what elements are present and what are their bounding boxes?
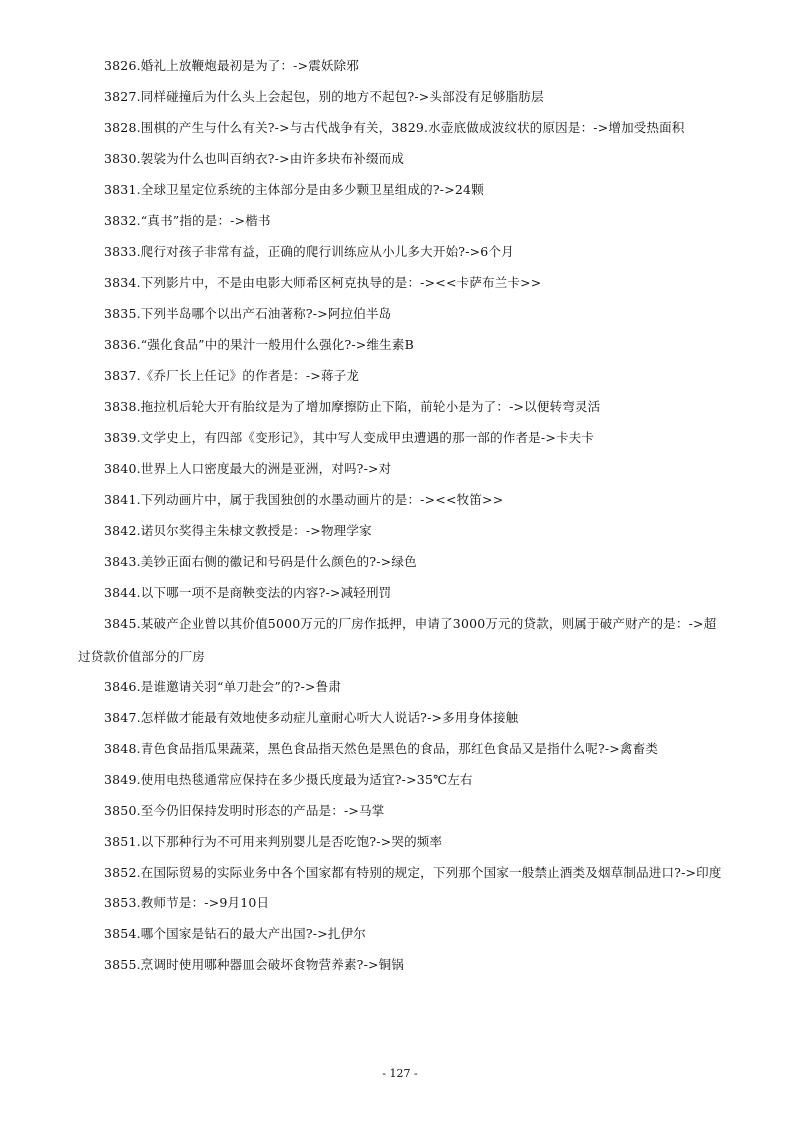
- qa-entry-3836: 3836.“强化食品”中的果汁一般用什么强化?->维生素B: [104, 337, 414, 352]
- qa-entry-3855: 3855.烹调时使用哪种器皿会破坏食物营养素?->铜锅: [104, 957, 405, 972]
- qa-entry-3848: 3848.青色食品指瓜果蔬菜，黑色食品指天然色是黑色的食品，那红色食品又是指什么呢?->禽畜类: [104, 741, 659, 756]
- qa-entry-3838: 3838.拖拉机后轮大开有胎纹是为了增加摩擦防止下陷，前轮小是为了：->以便转弯灵活: [104, 399, 601, 414]
- qa-entry-3833: 3833.爬行对孩子非常有益，正确的爬行训练应从小儿多大开始?->6个月: [104, 244, 514, 259]
- qa-entry-3851: 3851.以下那种行为不可用来判别婴儿是否吃饱?->哭的频率: [104, 834, 443, 849]
- qa-entry-3837: 3837.《乔厂长上任记》的作者是：->蒋子龙: [104, 368, 360, 383]
- qa-entry-3834: 3834.下列影片中，不是由电影大师希区柯克执导的是：-><<卡萨布兰卡>>: [104, 275, 542, 290]
- qa-entry-3847: 3847.怎样做才能最有效地使多动症儿童耐心听大人说话?->多用身体接触: [104, 710, 519, 725]
- qa-entry-3839: 3839.文学史上，有四部《变形记》，其中写人变成甲虫遭遇的那一部的作者是->卡夫卡: [104, 430, 595, 445]
- qa-entry-3827: 3827.同样碰撞后为什么头上会起包，别的地方不起包?->头部没有足够脂肪层: [104, 89, 544, 104]
- qa-entry-3831: 3831.全球卫星定位系统的主体部分是由多少颗卫星组成的?->24颗: [104, 182, 484, 197]
- page-number: - 127 -: [382, 1067, 418, 1080]
- qa-entry-3843: 3843.美钞正面右侧的徽记和号码是什么颜色的?->绿色: [104, 554, 417, 569]
- qa-entry-3852: 3852.在国际贸易的实际业务中各个国家都有特别的规定，下列那个国家一般禁止酒类及烟草制品进口?->印度: [104, 865, 722, 880]
- qa-entry-3832: 3832.“真书”指的是：->楷书: [104, 213, 271, 228]
- qa-entry-3830: 3830.袈裟为什么也叫百纳衣?->由许多块布补缀而成: [104, 151, 405, 166]
- qa-entry-3828-3829: 3828.围棋的产生与什么有关?->与古代战争有关，3829.水壶底做成波纹状的原因是：->增加受热面积: [104, 120, 685, 135]
- qa-entry-3844: 3844.以下哪一项不是商鞅变法的内容?->减轻刑罚: [104, 585, 392, 600]
- qa-entry-3826: 3826.婚礼上放鞭炮最初是为了：->震妖除邪: [104, 58, 360, 73]
- qa-entry-3845: 3845.某破产企业曾以其价值5000万元的厂房作抵押，申请了3000万元的贷款，则属于破产财产的是：->超过贷款价值部分的厂房: [78, 616, 717, 664]
- qa-entry-3854: 3854.哪个国家是钻石的最大产出国?->扎伊尔: [104, 926, 366, 941]
- qa-entry-3842: 3842.诺贝尔奖得主朱棣文教授是：->物理学家: [104, 523, 372, 538]
- qa-entry-3849: 3849.使用电热毯通常应保持在多少摄氏度最为适宜?->35℃左右: [104, 772, 473, 787]
- qa-entry-3846: 3846.是谁邀请关羽“单刀赴会”的?->鲁肃: [104, 679, 342, 694]
- qa-entry-3835: 3835.下列半岛哪个以出产石油著称?->阿拉伯半岛: [104, 306, 392, 321]
- qa-entry-3853: 3853.教师节是：->9月10日: [104, 895, 270, 910]
- qa-entry-3841: 3841.下列动画片中，属于我国独创的水墨动画片的是：-><<牧笛>>: [104, 492, 504, 507]
- qa-entry-3850: 3850.至今仍旧保持发明时形态的产品是：->马掌: [104, 803, 385, 818]
- qa-entry-3840: 3840.世界上人口密度最大的洲是亚洲，对吗?->对: [104, 461, 392, 476]
